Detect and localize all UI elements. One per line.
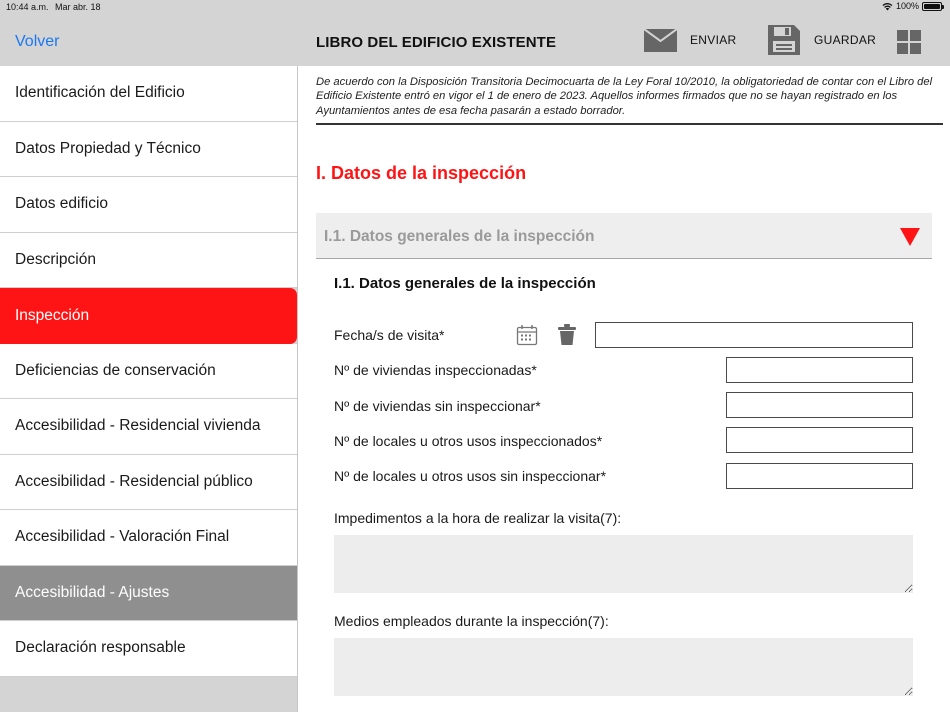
main-content [298,66,950,712]
triangle-down-icon[interactable] [900,228,920,246]
sidebar-item-datos-propiedad[interactable]: Datos Propiedad y Técnico [0,122,297,178]
save-label: GUARDAR [814,33,877,47]
sidebar-item-accesibilidad-ajustes[interactable]: Accesibilidad - Ajustes [0,566,297,622]
sidebar-item-accesibilidad-valoracion[interactable]: Accesibilidad - Valoración Final [0,510,297,566]
nav-bar [0,14,950,66]
back-button[interactable]: Volver [15,33,60,50]
sidebar-item-declaracion[interactable]: Declaración responsable [0,621,297,677]
subsection-title: I.1. Datos generales de la inspección [334,275,596,292]
save-button[interactable] [768,24,876,56]
viviendas-sin-inspeccionar-input[interactable] [726,392,913,418]
sidebar-item-inspeccion[interactable]: Inspección [0,288,297,344]
send-button[interactable] [644,24,736,56]
envelope-icon [644,29,677,52]
locales-inspeccionados-label: Nº de locales u otros usos inspeccionados* [334,433,603,449]
fecha-input[interactable] [595,322,913,348]
sidebar-item-accesibilidad-vivienda[interactable]: Accesibilidad - Residencial vivienda [0,399,297,455]
medios-textarea[interactable] [334,638,913,696]
impedimentos-textarea[interactable] [334,535,913,593]
sidebar-item-deficiencias[interactable]: Deficiencias de conservación [0,344,297,400]
calendar-icon[interactable] [516,324,538,346]
battery-icon [922,2,942,11]
sidebar-item-descripcion[interactable]: Descripción [0,233,297,289]
status-date: Mar abr. 18 [55,2,101,12]
fecha-label: Fecha/s de visita* [334,327,445,343]
sidebar-item-identificacion[interactable]: Identificación del Edificio [0,66,297,122]
floppy-disk-icon [768,25,800,55]
locales-sin-inspeccionar-input[interactable] [726,463,913,489]
send-label: ENVIAR [690,33,737,47]
page-title: LIBRO DEL EDIFICIO EXISTENTE [316,34,557,51]
grid-icon[interactable] [897,30,921,54]
accordion-label: I.1. Datos generales de la inspección [324,228,595,245]
sidebar-item-datos-edificio[interactable]: Datos edificio [0,177,297,233]
status-right [882,1,942,11]
medios-label: Medios empleados durante la inspección(7): [334,613,609,629]
accordion-header[interactable] [316,213,932,259]
battery-percent: 100% [895,1,919,11]
sidebar-item-accesibilidad-publico[interactable]: Accesibilidad - Residencial público [0,455,297,511]
sidebar [0,66,297,712]
wifi-icon [882,2,893,11]
viviendas-inspeccionadas-label: Nº de viviendas inspeccionadas* [334,362,537,378]
viviendas-sin-inspeccionar-label: Nº de viviendas sin inspeccionar* [334,398,541,414]
viviendas-inspeccionadas-input[interactable] [726,357,913,383]
status-time: 10:44 a.m. [6,2,49,12]
section-title: I. Datos de la inspección [316,163,527,183]
notice-divider [316,123,943,125]
locales-inspeccionados-input[interactable] [726,427,913,453]
legal-notice: De acuerdo con la Disposición Transitoria Decimocuarta de la Ley Foral 10/2010, la obligatoriedad de contar con el Libro del Edificio Existente entró en vigor el 1 de enero de 2023. Aquellos informes firmados que no se hayan registrado en los Ayuntamientos antes de esa fecha pasarán a estado borrador. [316,76,933,117]
status-bar [0,0,950,14]
impedimentos-label: Impedimentos a la hora de realizar la visita(7): [334,510,622,526]
locales-sin-inspeccionar-label: Nº de locales u otros usos sin inspeccionar* [334,468,607,484]
trash-icon[interactable] [557,324,577,346]
